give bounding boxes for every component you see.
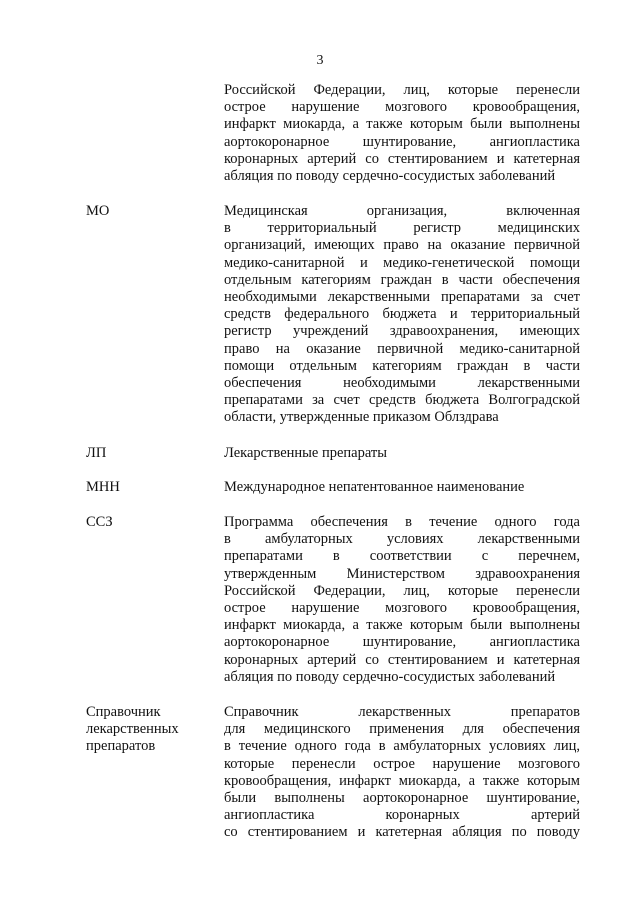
text-line: острое нарушение мозгового кровообращения,: [224, 99, 580, 116]
text-line: абляция по поводу сердечно-сосудистых заболеваний: [224, 167, 556, 184]
text-line: Российской Федерации, лиц, которые перенесли: [224, 82, 580, 98]
term-line: Справочник: [86, 704, 161, 720]
definition-ssz: [224, 514, 580, 686]
definition-mo: [224, 203, 580, 426]
text-line: в течение одного года в амбулаторных условиях лиц,: [224, 738, 580, 755]
term-mo: МО: [86, 203, 110, 219]
text-line: были выполнены аортокоронарное шунтирование,: [224, 789, 580, 806]
text-line: ангиопластика коронарных артерий: [224, 807, 580, 824]
text-line: аортокоронарное шунтирование, ангиопластика: [224, 634, 580, 651]
text-line: право на оказание первичной медико-санитарной: [224, 340, 580, 357]
text-line: Программа обеспечения в течение одного года: [224, 514, 580, 530]
term-lp: ЛП: [86, 445, 107, 461]
text-line: утвержденным Министерством здравоохранения: [224, 565, 580, 582]
text-line: средств федерального бюджета и территориальный: [224, 306, 580, 323]
text-line: инфаркт миокарда, а также которым были выполнены: [224, 116, 580, 133]
text-line: отдельным категориям граждан в части обеспечения: [224, 271, 580, 288]
term-line: лекарственных: [86, 721, 179, 738]
definition-reference-book: [224, 704, 580, 842]
text-line: препаратами за счет средств бюджета Волгоградской: [224, 392, 580, 409]
page-number: 3: [316, 53, 324, 68]
text-line: помощи отдельным категориям граждан в части: [224, 357, 580, 374]
text-line: Международное непатентованное наименование: [224, 479, 525, 495]
term-mnn: МНН: [86, 479, 120, 495]
term-reference-book: [86, 704, 206, 756]
text-line: для медицинского применения для обеспечения: [224, 721, 580, 738]
text-line: обеспечения необходимыми лекарственными: [224, 374, 580, 391]
text-line: Российской Федерации, лиц, которые перенесли: [224, 582, 580, 599]
text-line: абляция по поводу сердечно-сосудистых заболеваний: [224, 668, 556, 685]
text-line: которые перенесли острое нарушение мозгового: [224, 755, 580, 772]
text-line: кровообращения, инфаркт миокарда, а также которым: [224, 772, 580, 789]
text-line: острое нарушение мозгового кровообращения,: [224, 599, 580, 616]
text-line: со стентированием и катетерная абляция по поводу: [224, 824, 580, 841]
text-line: коронарных артерий со стентированием и катетерная: [224, 150, 580, 167]
text-line: необходимыми лекарственными препаратами за счет: [224, 288, 580, 305]
text-line: Лекарственные препараты: [224, 445, 388, 461]
text-line: в территориальный регистр медицинских: [224, 220, 580, 237]
term-line: препаратов: [86, 738, 156, 755]
text-line: аортокоронарное шунтирование, ангиопластика: [224, 133, 580, 150]
text-line: Справочник лекарственных препаратов: [224, 704, 580, 720]
text-line: медико-санитарной и медико-генетической помощи: [224, 254, 580, 271]
text-line: в амбулаторных условиях лекарственными: [224, 531, 580, 548]
definition-lp: [224, 445, 580, 462]
text-line: области, утвержденные приказом Облздрава: [224, 409, 499, 426]
text-line: Медицинская организация, включенная: [224, 203, 580, 219]
text-line: организаций, имеющих право на оказание первичной: [224, 237, 580, 254]
text-line: инфаркт миокарда, а также которым были выполнены: [224, 617, 580, 634]
continued-definition: [224, 82, 580, 185]
text-line: препаратами в соответствии с перечнем,: [224, 548, 580, 565]
definition-mnn: [224, 479, 580, 496]
text-line: регистр учреждений здравоохранения, имеющих: [224, 323, 580, 340]
term-ssz: ССЗ: [86, 514, 113, 530]
text-line: коронарных артерий со стентированием и катетерная: [224, 651, 580, 668]
